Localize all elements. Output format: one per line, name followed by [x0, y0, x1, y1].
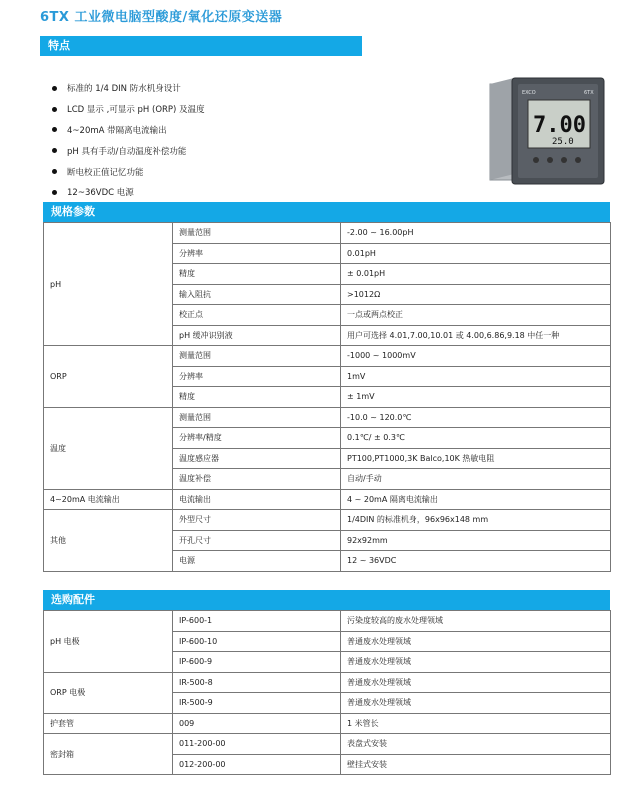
bullet-icon [52, 169, 57, 174]
param-name: IP-600-10 [173, 631, 341, 652]
feature-item [52, 99, 412, 120]
param-name: 电流输出 [173, 489, 341, 510]
param-value: 0.01pH [341, 243, 611, 264]
param-value: 污染度较高的废水处理领域 [341, 611, 611, 632]
feature-text: 4~20mA 带隔离电流输出 [67, 125, 167, 136]
page-title: 6TX 工业微电脑型酸度/氧化还原变送器 [40, 10, 283, 25]
spec-row [44, 489, 611, 510]
group-label: 4~20mA 电流输出 [44, 489, 173, 510]
features-header: 特点 [40, 36, 362, 56]
bullet-icon [52, 86, 57, 91]
group-label: 其他 [44, 510, 173, 572]
accessory-row [44, 672, 611, 693]
feature-item [52, 140, 412, 161]
spec-table [43, 222, 611, 572]
param-name: IP-600-9 [173, 652, 341, 673]
param-value: 1/4DIN 的标准机身，96x96x148 mm [341, 510, 611, 531]
param-value: 一点或两点校正 [341, 305, 611, 326]
param-name: 精度 [173, 387, 341, 408]
param-name: 分辨率 [173, 366, 341, 387]
feature-text: 断电校正值记忆功能 [67, 167, 144, 178]
param-value: >1012Ω [341, 284, 611, 305]
spec-header: 规格参数 [43, 202, 610, 222]
features-list [52, 78, 412, 203]
accessory-row [44, 713, 611, 734]
param-value: 1mV [341, 366, 611, 387]
param-value: 12 ~ 36VDC [341, 551, 611, 572]
bullet-icon [52, 127, 57, 132]
param-value: PT100,PT1000,3K Balco,10K 热敏电阻 [341, 448, 611, 469]
accessories-table [43, 610, 611, 775]
feature-text: LCD 显示 ,可显示 pH (ORP) 及温度 [67, 105, 205, 116]
param-name: 012-200-00 [173, 754, 341, 775]
param-value: 普通废水处理领域 [341, 693, 611, 714]
param-name: 外型尺寸 [173, 510, 341, 531]
group-label: pH 电极 [44, 611, 173, 673]
param-value: -2.00 ~ 16.00pH [341, 223, 611, 244]
param-name: 测量范围 [173, 346, 341, 367]
param-value: -10.0 ~ 120.0℃ [341, 407, 611, 428]
feature-item [52, 161, 412, 182]
spec-row [44, 346, 611, 367]
spec-row [44, 510, 611, 531]
feature-text: 12~36VDC 电源 [67, 188, 134, 199]
accessories-header: 选购配件 [43, 590, 610, 610]
feature-text: pH 具有手动/自动温度补偿功能 [67, 146, 187, 157]
feature-item [52, 120, 412, 141]
group-label: 护套管 [44, 713, 173, 734]
param-name: 分辨率 [173, 243, 341, 264]
param-name: IR-500-9 [173, 693, 341, 714]
param-name: 温度感应器 [173, 448, 341, 469]
param-name: 测量范围 [173, 407, 341, 428]
device-reading-sub: 25.0 [552, 137, 574, 147]
device-brand: EXCO [522, 90, 536, 96]
param-name: 009 [173, 713, 341, 734]
param-value: 1 米管长 [341, 713, 611, 734]
param-value: ± 1mV [341, 387, 611, 408]
spec-row [44, 223, 611, 244]
param-name: 011-200-00 [173, 734, 341, 755]
param-name: 开孔尺寸 [173, 530, 341, 551]
param-value: 壁挂式安装 [341, 754, 611, 775]
transmitter-device-image [488, 74, 606, 190]
bullet-icon [52, 107, 57, 112]
group-label: pH [44, 223, 173, 346]
param-value: 普通废水处理领域 [341, 631, 611, 652]
group-label: 密封箱 [44, 734, 173, 775]
accessory-row [44, 611, 611, 632]
spec-row [44, 407, 611, 428]
param-value: 普通废水处理领域 [341, 672, 611, 693]
feature-item [52, 182, 412, 203]
param-name: 分辨率/精度 [173, 428, 341, 449]
accessory-row [44, 734, 611, 755]
param-name: 电源 [173, 551, 341, 572]
group-label: ORP [44, 346, 173, 408]
group-label: 温度 [44, 407, 173, 489]
param-value: 用户可选择 4.01,7.00,10.01 或 4.00,6.86,9.18 中任一种 [341, 325, 611, 346]
feature-text: 标准的 1/4 DIN 防水机身设计 [67, 84, 181, 95]
param-value: 92x92mm [341, 530, 611, 551]
group-label: ORP 电极 [44, 672, 173, 713]
param-value: -1000 ~ 1000mV [341, 346, 611, 367]
bullet-icon [52, 148, 57, 153]
param-value: 普通废水处理领域 [341, 652, 611, 673]
param-name: 精度 [173, 264, 341, 285]
param-name: pH 缓冲识别液 [173, 325, 341, 346]
device-reading-main: 7.00 [533, 113, 586, 138]
param-value: 0.1℃/ ± 0.3℃ [341, 428, 611, 449]
param-value: 自动/手动 [341, 469, 611, 490]
device-model: 6TX [584, 90, 594, 96]
param-name: 输入阻抗 [173, 284, 341, 305]
feature-item [52, 78, 412, 99]
param-value: 表盘式安装 [341, 734, 611, 755]
param-value: 4 ~ 20mA 隔离电流输出 [341, 489, 611, 510]
param-value: ± 0.01pH [341, 264, 611, 285]
bullet-icon [52, 190, 57, 195]
param-name: IP-600-1 [173, 611, 341, 632]
param-name: 测量范围 [173, 223, 341, 244]
param-name: 温度补偿 [173, 469, 341, 490]
param-name: IR-500-8 [173, 672, 341, 693]
param-name: 校正点 [173, 305, 341, 326]
